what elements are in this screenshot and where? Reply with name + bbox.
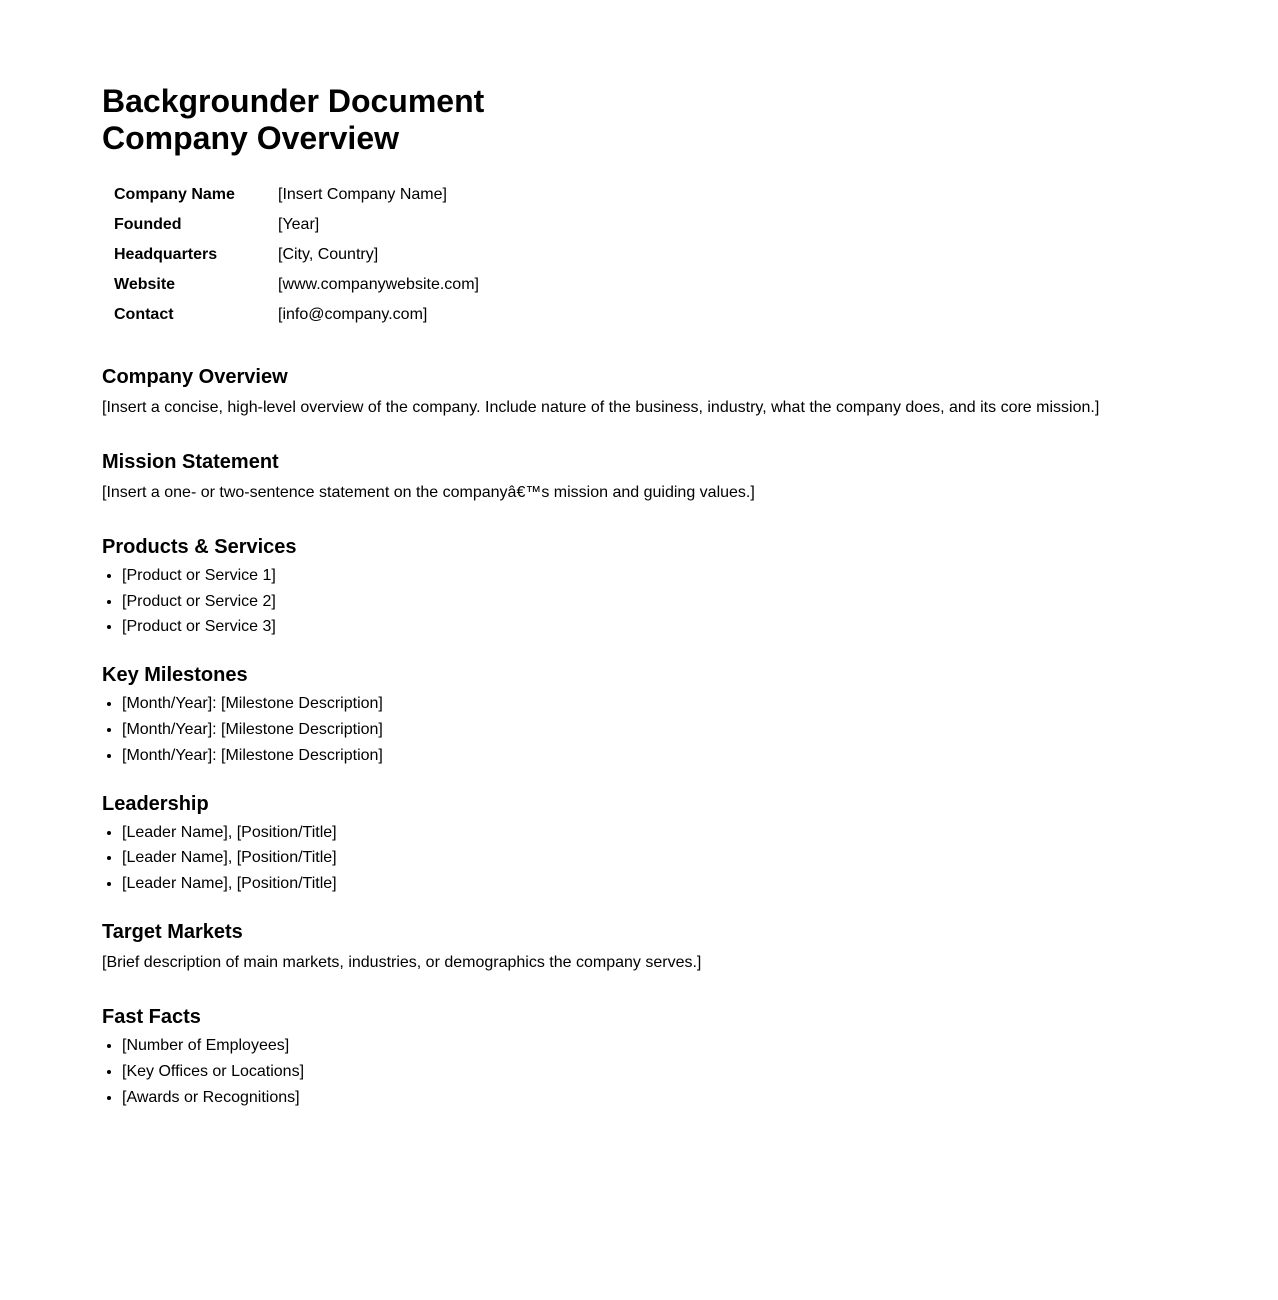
info-row-contact bbox=[104, 300, 489, 330]
list-item: • [Month/Year]: [Milestone Description] bbox=[122, 720, 1202, 740]
info-label: Website bbox=[114, 276, 176, 293]
info-label: Company Name bbox=[114, 186, 235, 203]
info-row-website bbox=[104, 270, 489, 300]
list-item: • [Number of Employees] bbox=[122, 1036, 1202, 1056]
section-company-overview bbox=[102, 365, 1202, 418]
section-products-services bbox=[102, 535, 1202, 637]
section-heading: Leadership bbox=[102, 792, 209, 815]
info-label: Headquarters bbox=[114, 246, 218, 263]
list-item: • [Awards or Recognitions] bbox=[122, 1088, 1202, 1108]
section-heading: Company Overview bbox=[102, 366, 288, 388]
section-mission-statement bbox=[102, 450, 1202, 503]
leadership-list bbox=[102, 823, 1202, 894]
info-label: Founded bbox=[114, 216, 182, 233]
list-item: • [Leader Name], [Position/Title] bbox=[122, 874, 1202, 894]
section-heading: Products & Services bbox=[102, 536, 297, 558]
company-info-table bbox=[104, 180, 489, 330]
products-list bbox=[102, 566, 1202, 637]
section-heading: Key Milestones bbox=[102, 664, 248, 687]
info-value: [Insert Company Name] bbox=[278, 186, 447, 203]
info-value: [www.companywebsite.com] bbox=[278, 276, 479, 293]
info-value: [info@company.com] bbox=[278, 306, 428, 323]
section-heading: Target Markets bbox=[102, 921, 243, 944]
section-text: [Insert a one- or two-sentence statement on the companyâ€™s mission and guiding values.] bbox=[102, 484, 755, 501]
section-heading: Mission Statement bbox=[102, 451, 279, 473]
section-leadership bbox=[102, 792, 1202, 894]
section-target-markets bbox=[102, 920, 1202, 973]
list-item: • [Product or Service 3] bbox=[122, 617, 1202, 637]
info-value: [City, Country] bbox=[278, 246, 379, 263]
milestones-list bbox=[102, 694, 1202, 765]
list-item: • [Month/Year]: [Milestone Description] bbox=[122, 746, 1202, 766]
fast-facts-list bbox=[102, 1036, 1202, 1107]
list-item: • [Product or Service 1] bbox=[122, 566, 1202, 586]
list-item: • [Month/Year]: [Milestone Description] bbox=[122, 694, 1202, 714]
info-row-headquarters bbox=[104, 240, 489, 270]
list-item: • [Leader Name], [Position/Title] bbox=[122, 823, 1202, 843]
section-text: [Brief description of main markets, industries, or demographics the company serves.] bbox=[102, 954, 702, 972]
info-row-founded bbox=[104, 210, 489, 240]
list-item: • [Key Offices or Locations] bbox=[122, 1062, 1202, 1082]
title-line-2: Company Overview bbox=[102, 120, 399, 156]
section-fast-facts bbox=[102, 1005, 1202, 1107]
section-text: [Insert a concise, high-level overview of the company. Include nature of the business, industry, what the company does, and its core mission.] bbox=[102, 399, 1100, 416]
info-value: [Year] bbox=[278, 216, 320, 233]
title-line-1: Backgrounder Document bbox=[102, 83, 485, 119]
info-row-company-name bbox=[104, 180, 489, 210]
section-key-milestones bbox=[102, 663, 1202, 765]
list-item: • [Product or Service 2] bbox=[122, 592, 1202, 612]
document-page bbox=[102, 83, 1202, 1113]
list-item: • [Leader Name], [Position/Title] bbox=[122, 848, 1202, 868]
section-heading: Fast Facts bbox=[102, 1006, 201, 1029]
info-label: Contact bbox=[114, 306, 174, 323]
document-title bbox=[102, 83, 1202, 157]
